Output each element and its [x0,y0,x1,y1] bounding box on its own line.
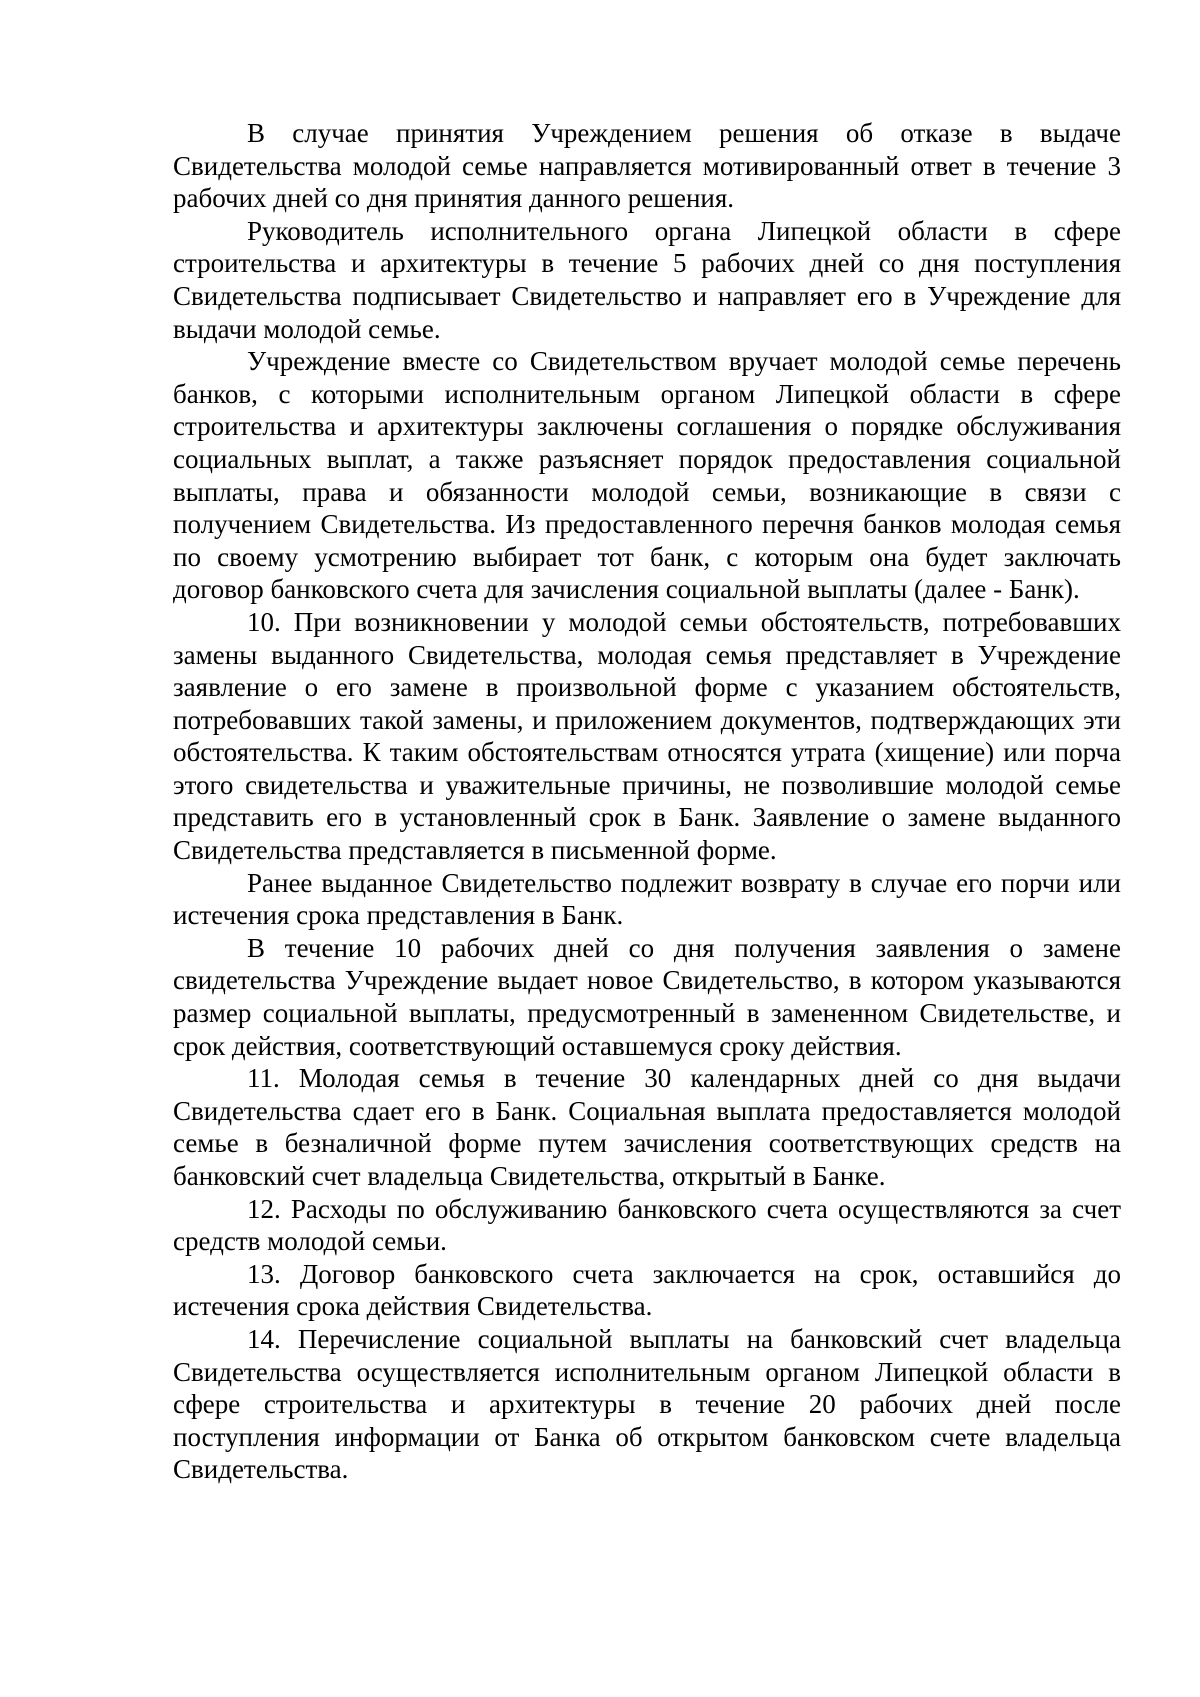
paragraph-certificate-signing: Руководитель исполнительного органа Липецкой области в сфере строительства и архитектуры в течение 5 рабочих дней со дня поступления Свидетельства подписывает Свидетельство и направляет его в Учреждение для выдачи молодой семье. [173,215,1121,344]
paragraph-bank-list: Учреждение вместе со Свидетельством вручает молодой семье перечень банков, с которыми исполнительным органом Липецкой области в сфере строительства и архитектуры заключены соглашения о порядке обслуживания социальных выплат, а также разъясняет порядок предоставления социальной выплаты, права и обязанности молодой семьи, возникающие в связи с получением Свидетельства. Из предоставленного перечня банков молодая семья по своему усмотрению выбирает тот банк, с которым она будет заключать договор банковского счета для зачисления социальной выплаты (далее - Банк). [173,346,1121,605]
document-body [173,117,1121,1486]
paragraph-item-10: 10. При возникновении у молодой семьи обстоятельств, потребовавших замены выданного Свидетельства, молодая семья представляет в Учреждение заявление о его замене в произвольной форме с указанием обстоятельств, потребовавших такой замены, и приложением документов, подтверждающих эти обстоятельства. К таким обстоятельствам относятся утрата (хищение) или порча этого свидетельства и уважительные причины, не позволившие молодой семье представить его в установленный срок в Банк. Заявление о замене выданного Свидетельства представляется в письменной форме. [173,606,1121,866]
paragraph-refusal-notice: В случае принятия Учреждением решения об отказе в выдаче Свидетельства молодой семье направляется мотивированный ответ в течение 3 рабочих дней со дня принятия данного решения. [173,118,1121,214]
paragraph-item-13: 13. Договор банковского счета заключается на срок, оставшийся до истечения срока действия Свидетельства. [173,1258,1121,1322]
paragraph-item-12: 12. Расходы по обслуживанию банковского счета осуществляются за счет средств молодой семьи. [173,1193,1121,1257]
paragraph-item-14: 14. Перечисление социальной выплаты на банковский счет владельца Свидетельства осуществляется исполнительным органом Липецкой области в сфере строительства и архитектуры в течение 20 рабочих дней после поступления информации от Банка об открытом банковском счете владельца Свидетельства. [173,1323,1121,1485]
paragraph-item-11: 11. Молодая семья в течение 30 календарных дней со дня выдачи Свидетельства сдает его в Банк. Социальная выплата предоставляется молодой семье в безналичной форме путем зачисления соответствующих средств на банковский счет владельца Свидетельства, открытый в Банке. [173,1063,1121,1191]
paragraph-certificate-return: Ранее выданное Свидетельство подлежит возврату в случае его порчи или истечения срока представления в Банк. [173,867,1121,931]
paragraph-new-certificate: В течение 10 рабочих дней со дня получения заявления о замене свидетельства Учреждение выдает новое Свидетельство, в котором указываются размер социальной выплаты, предусмотренный в замененном Свидетельстве, и срок действия, соответствующий оставшемуся сроку действия. [173,932,1121,1061]
